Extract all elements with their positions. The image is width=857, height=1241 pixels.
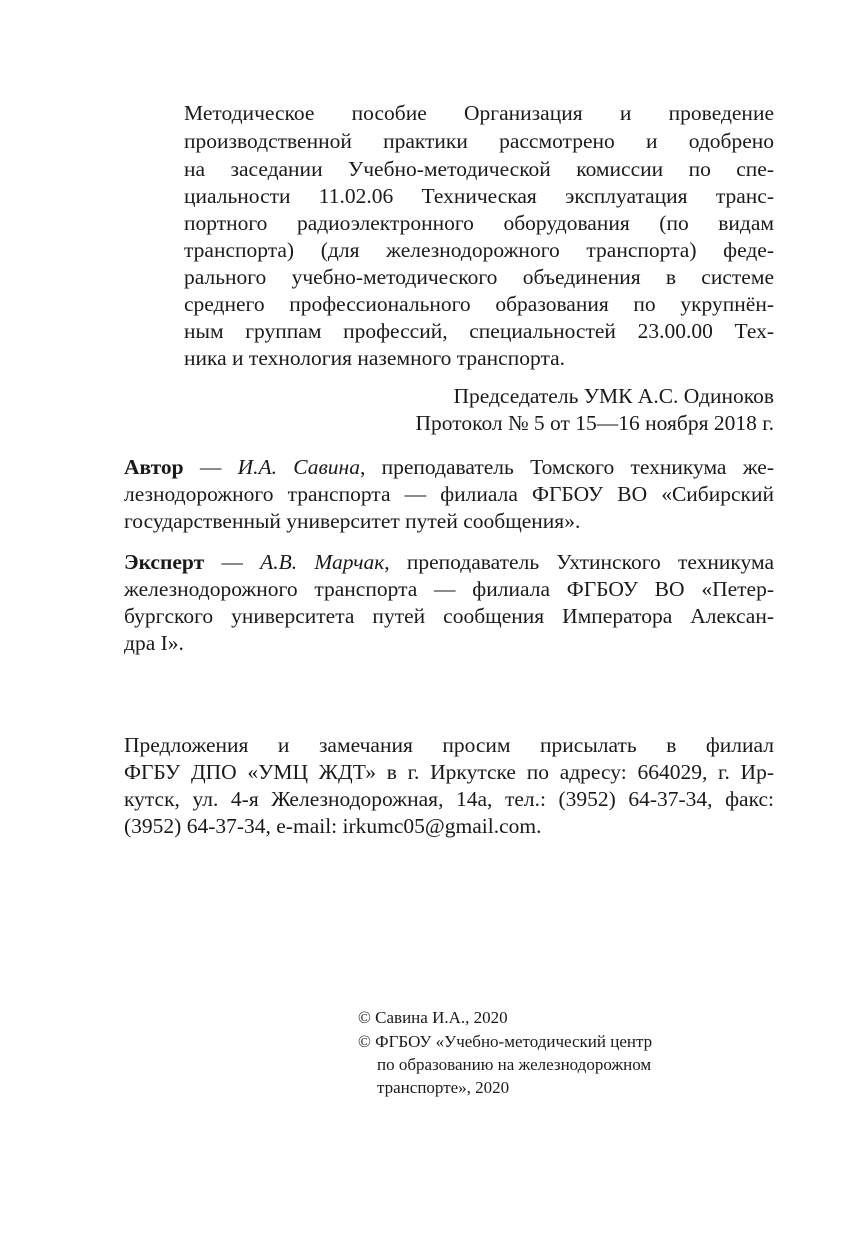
expert-dash: — xyxy=(204,550,261,574)
approval-line: производственной практики рассмотрено и одобрено xyxy=(184,129,774,153)
author-name: И.А. Савина xyxy=(237,455,360,479)
contact-line: кутск, ул. 4-я Железнодорожная, 14а, тел.: (3952) 64-37-34, факс: xyxy=(124,787,774,811)
expert-name: А.В. Марчак xyxy=(260,550,385,574)
author-dash: — xyxy=(183,455,238,479)
approval-line: ным группам профессий, специальностей 23.00.00 Тех- xyxy=(184,319,774,343)
expert-line-3: бургского университета путей сообщения Императора Алексан- xyxy=(124,604,774,628)
contact-line: ФГБУ ДПО «УМЦ ЖДТ» в г. Иркутске по адресу: 664029, г. Ир- xyxy=(124,760,774,784)
expert-line-2: железнодорожного транспорта — филиала ФГБОУ ВО «Петер- xyxy=(124,577,774,601)
author-role: Автор xyxy=(124,455,184,479)
approval-line: среднего профессионального образования по укрупнён- xyxy=(184,292,774,316)
expert-line-1 xyxy=(124,549,774,576)
approval-line: циальности 11.02.06 Техническая эксплуатация транс- xyxy=(184,184,774,208)
approval-line: рального учебно-методического объединения в системе xyxy=(184,265,774,289)
author-line-2: лезнодорожного транспорта — филиала ФГБОУ ВО «Сибирский xyxy=(124,482,774,506)
copyright-publisher-year: транспорте», 2020 xyxy=(377,1078,510,1097)
expert-line-4: дра I». xyxy=(124,631,184,655)
approval-line: транспорта) (для железнодорожного транспорта) феде- xyxy=(184,238,774,262)
approval-line: ника и технология наземного транспорта. xyxy=(184,346,566,370)
author-line-3: государственный университет путей сообщения». xyxy=(124,509,581,533)
copyright-publisher: © ФГБОУ «Учебно-методический центр xyxy=(358,1032,653,1051)
contact-line: (3952) 64-37-34, e-mail: irkumc05@gmail.com. xyxy=(124,814,542,838)
approval-line: портного радиоэлектронного оборудования (по видам xyxy=(184,211,774,235)
expert-role: Эксперт xyxy=(124,550,205,574)
author-line-1 xyxy=(124,454,774,481)
copyright-author: © Савина И.А., 2020 xyxy=(358,1008,508,1027)
copyright-publisher-cont: по образованию на железнодорожном xyxy=(377,1055,652,1074)
approval-line: Методическое пособие Организация и проведение xyxy=(184,101,774,125)
approval-line: на заседании Учебно-методической комиссии по спе- xyxy=(184,157,774,181)
contact-line: Предложения и замечания просим присылать в филиал xyxy=(124,733,774,757)
expert-position: , преподаватель Ухтинского техникума xyxy=(384,550,774,574)
chairman-signature: Председатель УМК А.С. Одиноков xyxy=(453,384,774,408)
protocol-reference: Протокол № 5 от 15—16 ноября 2018 г. xyxy=(415,411,774,435)
author-position: , преподаватель Томского техникума же- xyxy=(359,455,774,479)
